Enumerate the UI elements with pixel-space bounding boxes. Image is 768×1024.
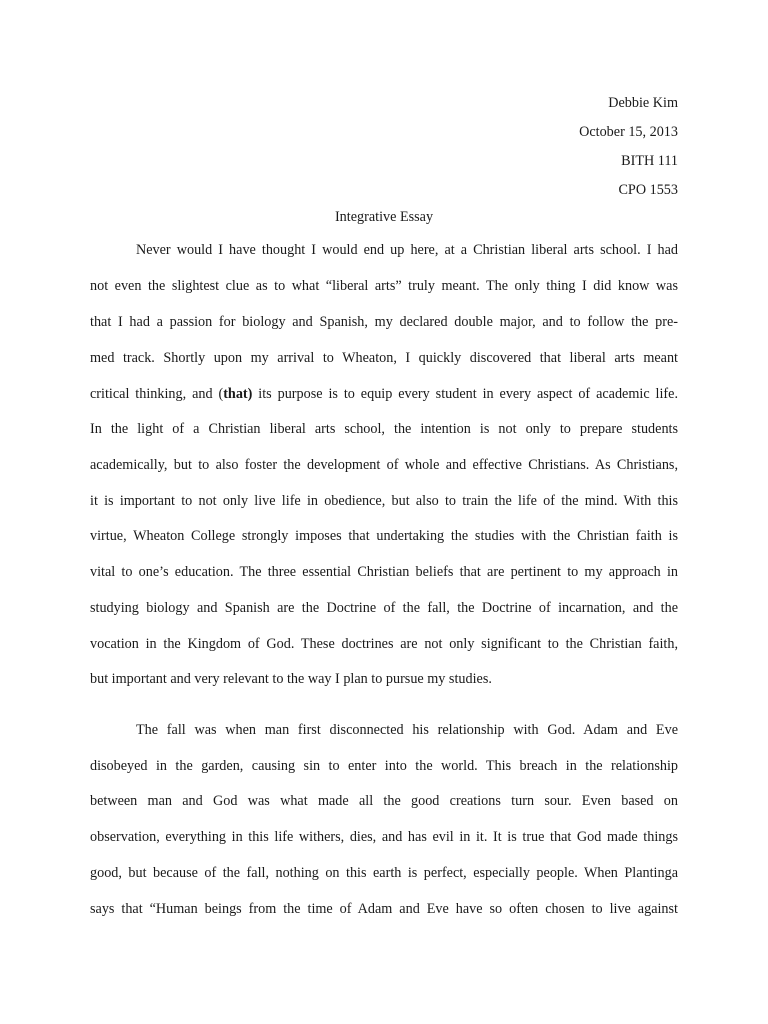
text-line: between man and God was what made all the good creations turn sour. Even based on — [90, 793, 678, 809]
text-line: vital to one’s education. The three essential Christian beliefs that are pertinent to my approach in — [90, 564, 678, 580]
text-line: In the light of a Christian liberal arts school, the intention is not only to prepare students — [90, 421, 678, 437]
text-line: virtue, Wheaton College strongly imposes that undertaking the studies with the Christian faith is — [90, 528, 678, 544]
essay-date: October 15, 2013 — [579, 124, 678, 140]
text-line: disobeyed in the garden, causing sin to enter into the world. This breach in the relationship — [90, 758, 678, 774]
campus-box: CPO 1553 — [618, 182, 678, 198]
text-line: that I had a passion for biology and Spanish, my declared double major, and to follow the pre- — [90, 314, 678, 330]
text-line: but important and very relevant to the way I plan to pursue my studies. — [90, 671, 492, 687]
text-line: med track. Shortly upon my arrival to Wheaton, I quickly discovered that liberal arts meant — [90, 350, 678, 366]
author-name: Debbie Kim — [608, 95, 678, 111]
text-line: studying biology and Spanish are the Doctrine of the fall, the Doctrine of incarnation, and the — [90, 600, 678, 616]
text-span: its purpose is to equip every student in every aspect of academic life. — [252, 386, 678, 402]
text-span: critical thinking, and ( — [90, 386, 224, 402]
text-line: observation, everything in this life withers, dies, and has evil in it. It is true that God made things — [90, 829, 678, 845]
essay-title: Integrative Essay — [334, 209, 434, 225]
text-line — [90, 386, 678, 403]
text-line: it is important to not only live life in obedience, but also to train the life of the mind. With this — [90, 493, 678, 509]
text-line: academically, but to also foster the development of whole and effective Christians. As Christians, — [90, 457, 678, 473]
text-line: vocation in the Kingdom of God. These doctrines are not only significant to the Christian faith, — [90, 636, 678, 652]
text-line: The fall was when man first disconnected his relationship with God. Adam and Eve — [136, 722, 678, 738]
text-line: Never would I have thought I would end up here, at a Christian liberal arts school. I had — [136, 242, 678, 258]
course-code: BITH 111 — [621, 153, 678, 169]
text-line: good, but because of the fall, nothing on this earth is perfect, especially people. When Plantinga — [90, 865, 678, 881]
bold-correction: that) — [223, 386, 253, 402]
text-line: says that “Human beings from the time of Adam and Eve have so often chosen to live against — [90, 901, 678, 917]
text-line: not even the slightest clue as to what “liberal arts” truly meant. The only thing I did know was — [90, 278, 678, 294]
